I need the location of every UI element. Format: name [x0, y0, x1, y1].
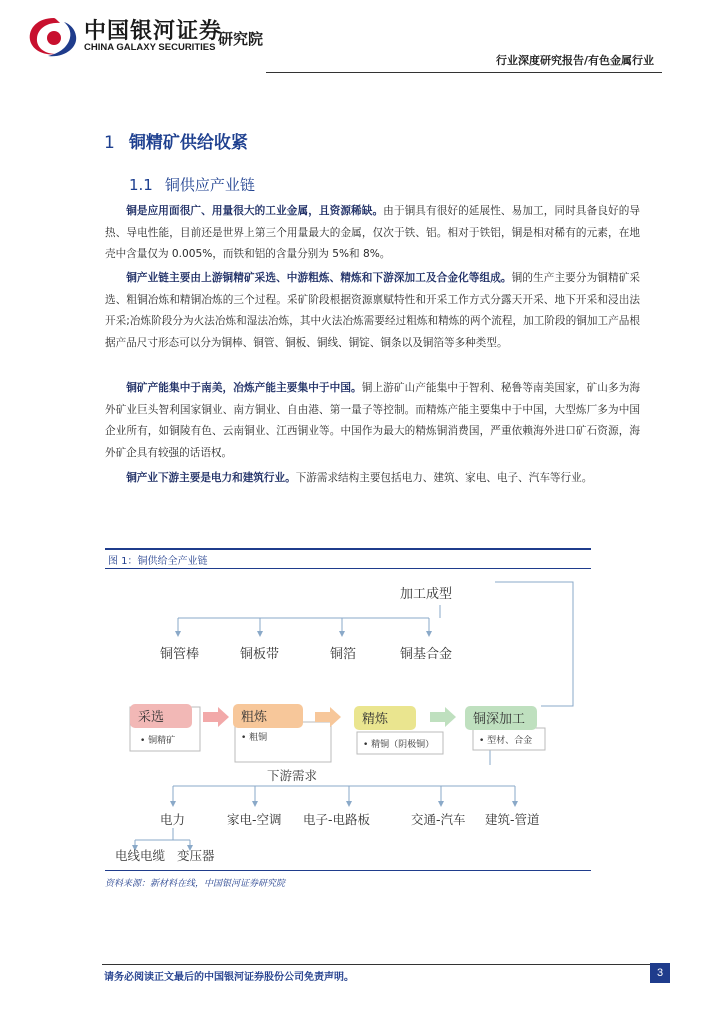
stage-box [465, 706, 545, 750]
feedback-connector [495, 582, 573, 706]
stage-name: 铜深加工 [473, 712, 526, 727]
subsection-heading [129, 174, 255, 195]
downstream-label: 下游需求 [267, 768, 318, 783]
product-label: 铜管棒 [160, 647, 200, 662]
section-heading [104, 128, 248, 153]
paragraph-body: 铜的生产主要分为铜精矿采选、粗铜冶炼和精铜冶炼的三个过程。采矿阶段根据资源禀赋特性和开采工作方式分露天开采、地下开采和浸出法开采;冶炼阶段分为火法冶炼和湿法冶炼，其中火法冶炼需要经过粗炼和精炼的两个流程，加工阶段的铜加工产品根据产品尺寸形态可以分为铜棒、铜管、铜板、铜线、铜锭、铜条以及铜箔等多种类型。 [105, 272, 641, 349]
paragraph-body: 由于铜具有很好的延展性、易加工，同时具备良好的导热、导电性能，目前还是世界上第三个用量最大的金属，仅次于铁、铝。相对于铁铝，铜是相对稀有的元素，在地壳中含量仅为 0.005%，而铁和铝的含量分别为 5%和 8%。 [105, 205, 641, 261]
section-title: 铜精矿供给收紧 [128, 133, 248, 153]
demand-label: 电力 [160, 812, 186, 827]
page-number: 3 [650, 963, 670, 983]
galaxy-logo-icon [24, 14, 82, 60]
figure-top-rule [105, 548, 591, 550]
stage-item: • 粗铜 [241, 733, 268, 743]
stage-name: 采选 [138, 710, 165, 725]
subsection-title: 铜供应产业链 [164, 176, 255, 194]
flow-arrow [430, 707, 456, 727]
figure-title: 图 1：铜供给全产业链 [108, 556, 208, 567]
stage-box [130, 704, 200, 751]
footer-disclaimer: 请务必阅读正文最后的中国银河证券股份公司免责声明。 [104, 972, 354, 983]
power-sub-label: 变压器 [177, 848, 215, 863]
demand-label: 电子-电路板 [303, 812, 371, 827]
stage-box [354, 706, 443, 754]
stage-item: • 铜精矿 [140, 736, 176, 746]
header-divider [266, 72, 662, 73]
paragraph-lead: 铜矿产能集中于南美，冶炼产能主要集中于中国。 [126, 382, 362, 394]
demand-label: 建筑-管道 [485, 812, 540, 827]
institute-name: 研究院 [218, 30, 264, 48]
flow-arrow [203, 707, 229, 727]
paragraph [105, 378, 640, 464]
paragraph [105, 468, 640, 490]
logo-chinese-name: 中国银河证券 [84, 19, 223, 44]
subsection-number: 1.1 [129, 176, 153, 194]
figure-bottom-rule [105, 870, 591, 871]
product-label: 铜基合金 [400, 647, 453, 662]
figure-title-rule [105, 568, 591, 569]
paragraph-lead: 铜产业链主要由上游铜精矿采选、中游粗炼、精炼和下游深加工及合金化等组成。 [126, 272, 512, 284]
paragraph [105, 268, 640, 354]
report-type: 行业深度研究报告/有色金属行业 [495, 54, 654, 67]
footer-divider [102, 964, 650, 965]
stage-name: 精炼 [362, 712, 389, 727]
logo-english-name: CHINA GALAXY SECURITIES [84, 42, 216, 53]
product-label: 铜板带 [240, 647, 280, 662]
paragraph-body: 铜上游矿山产能集中于智利、秘鲁等南美国家，矿山多为海外矿业巨头智利国家铜业、南方铜业、自由港、第一量子等控制。而精炼产能主要集中于中国，大型炼厂多为中国企业所有，如铜陵有色、云南铜业、江西铜业等。中国作为最大的精炼铜消费国，严重依赖海外进口矿石资源，海外矿企具有较强的话语权。 [105, 382, 641, 459]
processing-label: 加工成型 [400, 587, 453, 602]
paragraph [105, 201, 640, 266]
stage-item: • 型材、合金 [479, 736, 533, 746]
paragraph-body: 下游需求结构主要包括电力、建筑、家电、电子、汽车等行业。 [295, 472, 593, 484]
copper-supply-chain-diagram [105, 572, 591, 868]
demand-label: 交通-汽车 [411, 812, 466, 827]
paragraph-lead: 铜是应用面很广、用量很大的工业金属，且资源稀缺。 [126, 205, 384, 217]
figure-source: 资料来源：新材料在线，中国银河证券研究院 [105, 879, 286, 889]
product-label: 铜箔 [330, 647, 357, 662]
stage-name: 粗炼 [241, 710, 268, 725]
demand-label: 家电-空调 [227, 812, 282, 827]
paragraph-lead: 铜产业下游主要是电力和建筑行业。 [126, 472, 296, 484]
section-number: 1 [104, 133, 115, 153]
power-sub-label: 电线电缆 [115, 848, 166, 863]
stage-item: • 精铜（阴极铜） [363, 740, 435, 750]
